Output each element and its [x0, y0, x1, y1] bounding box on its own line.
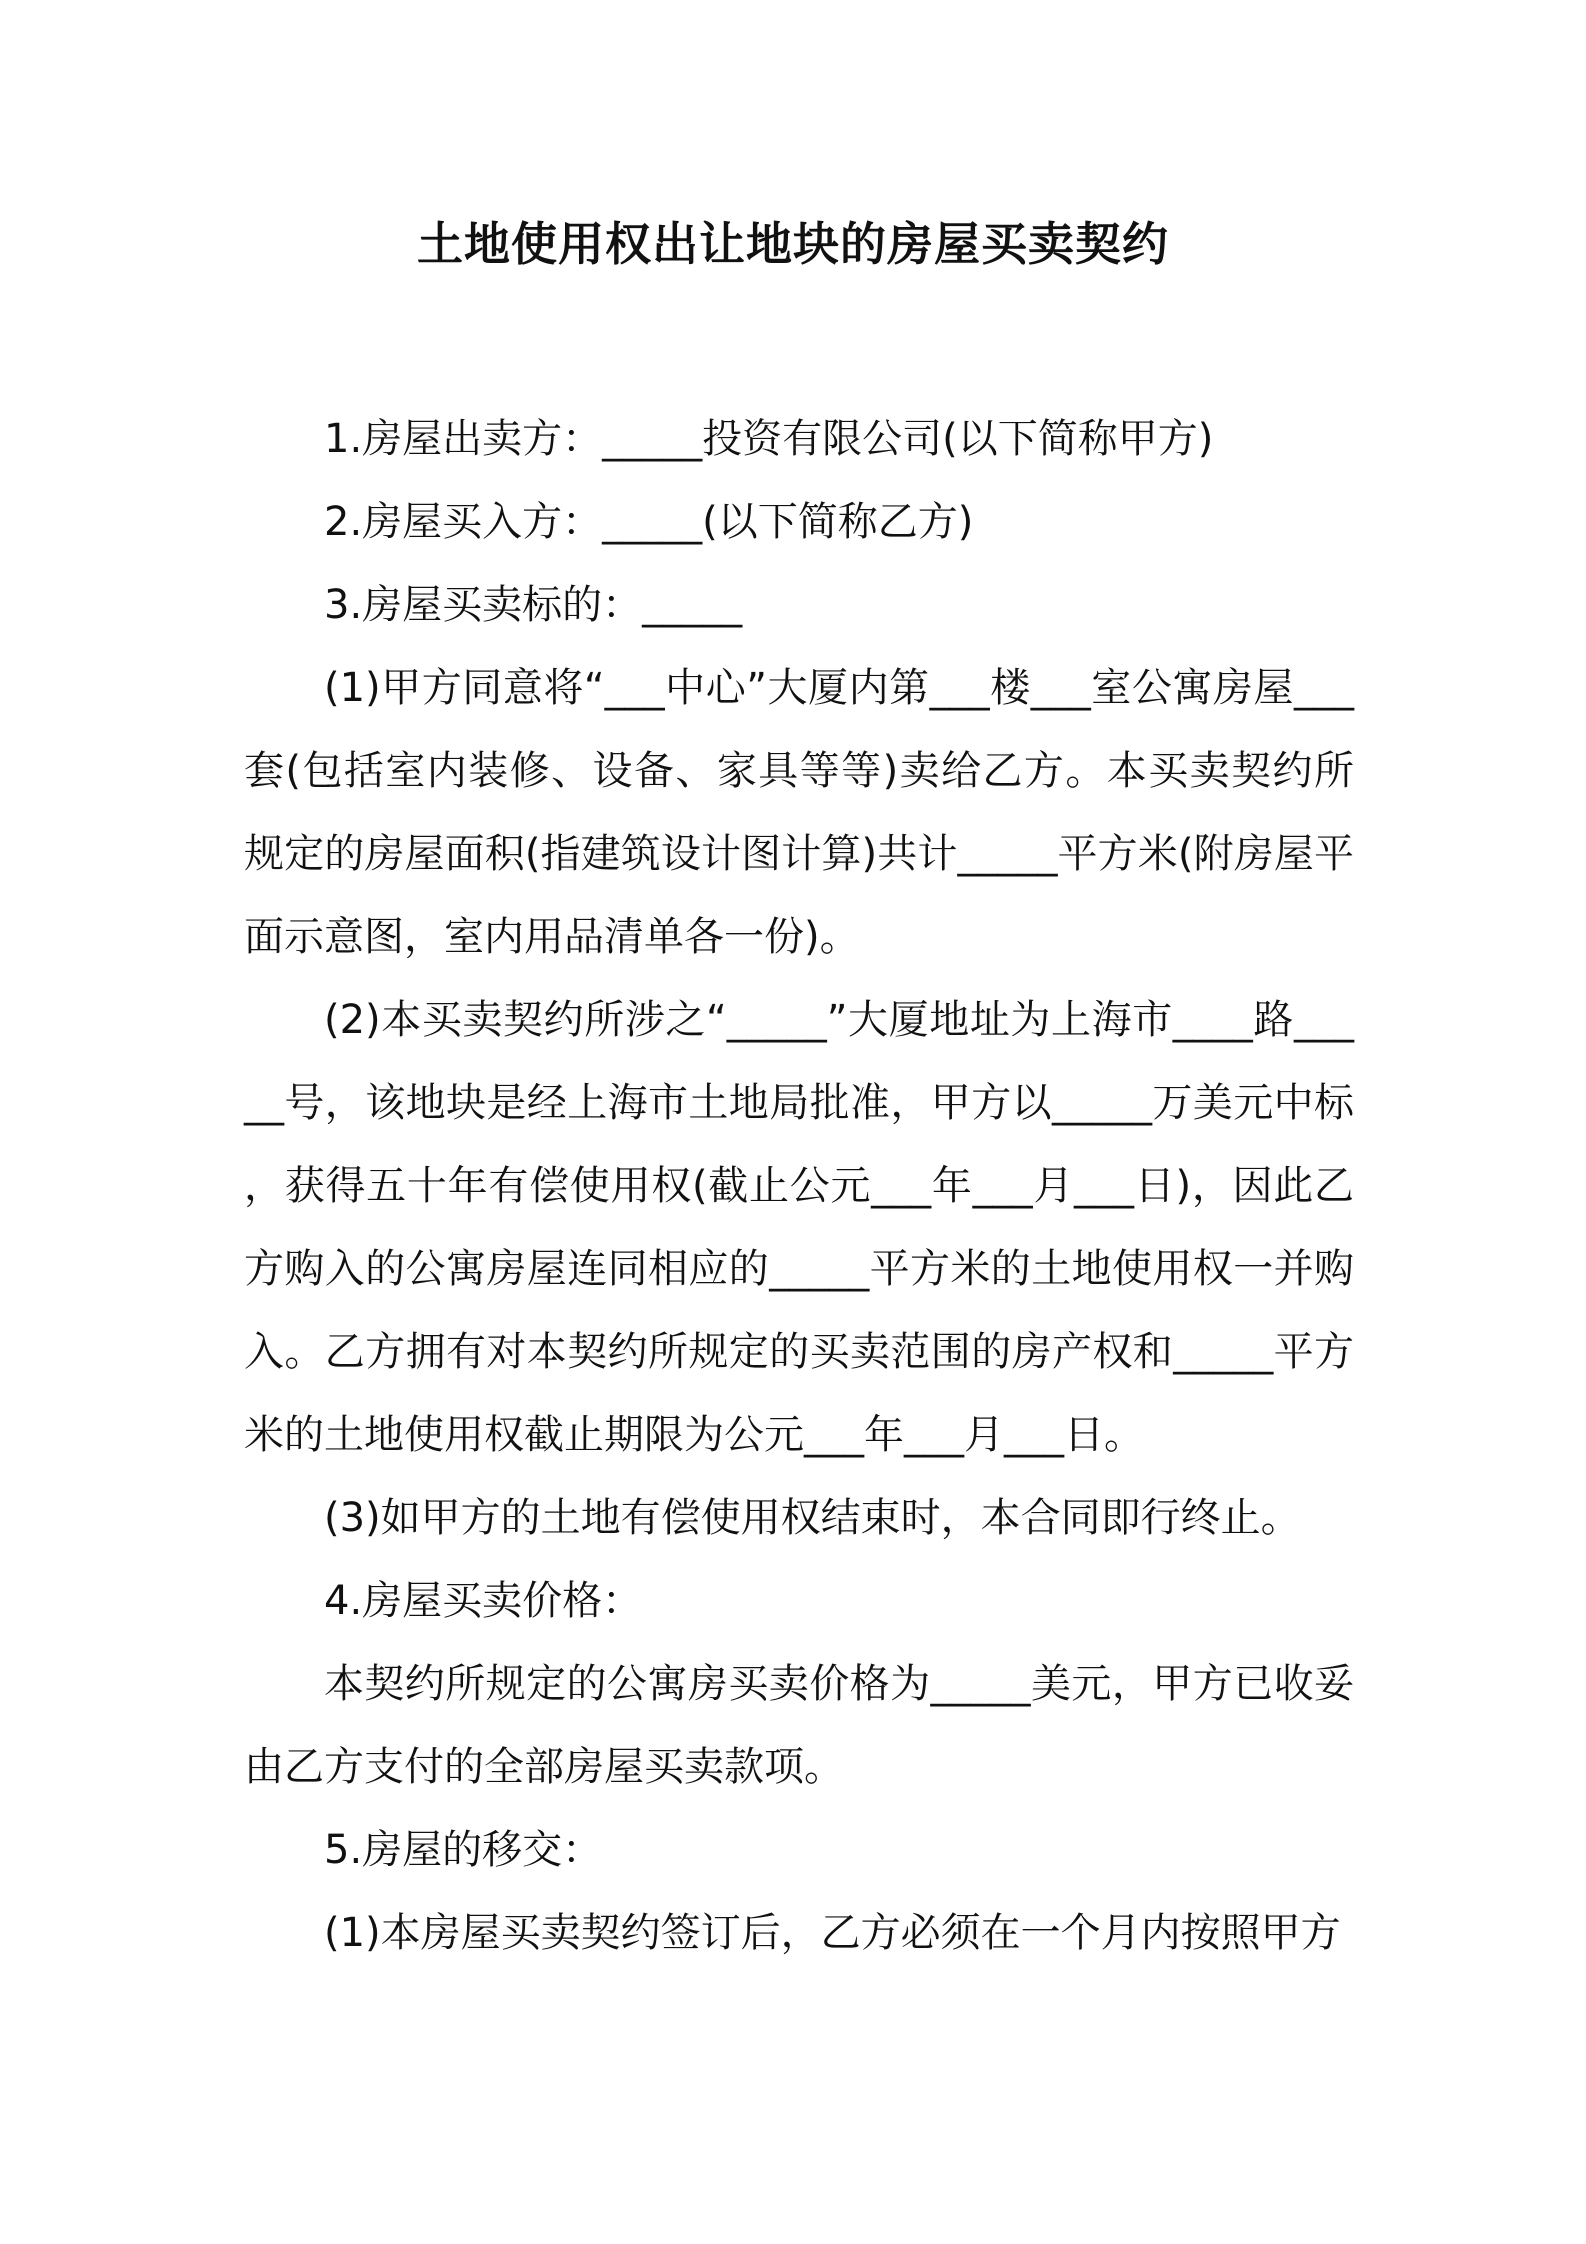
document-title: 土地使用权出让地块的房屋买卖契约	[417, 217, 1169, 271]
clause-handover-item-1: (1)本房屋买卖契约签订后，乙方必须在一个月内按照甲方	[324, 1910, 1341, 1956]
clause-price-heading: 4.房屋买卖价格：	[324, 1578, 643, 1624]
clause-subject-item-1: (1)甲方同意将“___中心”大厦内第___楼___室公寓房屋___套(包括室内装修、设备、家具等等)卖给乙方。本买卖契约所规定的房屋面积(指建筑设计图计算)共计_____平方米(附房屋平面示意图，室内用品清单各一份)。	[244, 665, 1354, 960]
clause-subject-item-3: (3)如甲方的土地有偿使用权结束时，本合同即行终止。	[324, 1495, 1301, 1541]
clause-seller: 1.房屋出卖方：_____投资有限公司(以下简称甲方)	[324, 416, 1214, 462]
clause-price-text: 本契约所规定的公寓房买卖价格为_____美元，甲方已收妥由乙方支付的全部房屋买卖款项。	[244, 1661, 1354, 1790]
clause-buyer: 2.房屋买入方：_____(以下简称乙方)	[324, 499, 974, 545]
document-body	[244, 398, 1354, 1975]
clause-subject-item-2: (2)本买卖契约所涉之“_____”大厦地址为上海市____路_____号，该地块是经上海市土地局批准，甲方以_____万美元中标，获得五十年有偿使用权(截止公元___年___月___日)，因此乙方购入的公寓房屋连同相应的_____平方米的土地使用权一并购入。乙方拥有对本契约所规定的买卖范围的房产权和_____平方米的土地使用权截止期限为公元___年___月___日。	[244, 997, 1354, 1458]
clause-handover-heading: 5.房屋的移交：	[324, 1827, 603, 1873]
clause-subject: 3.房屋买卖标的：_____	[324, 582, 743, 628]
